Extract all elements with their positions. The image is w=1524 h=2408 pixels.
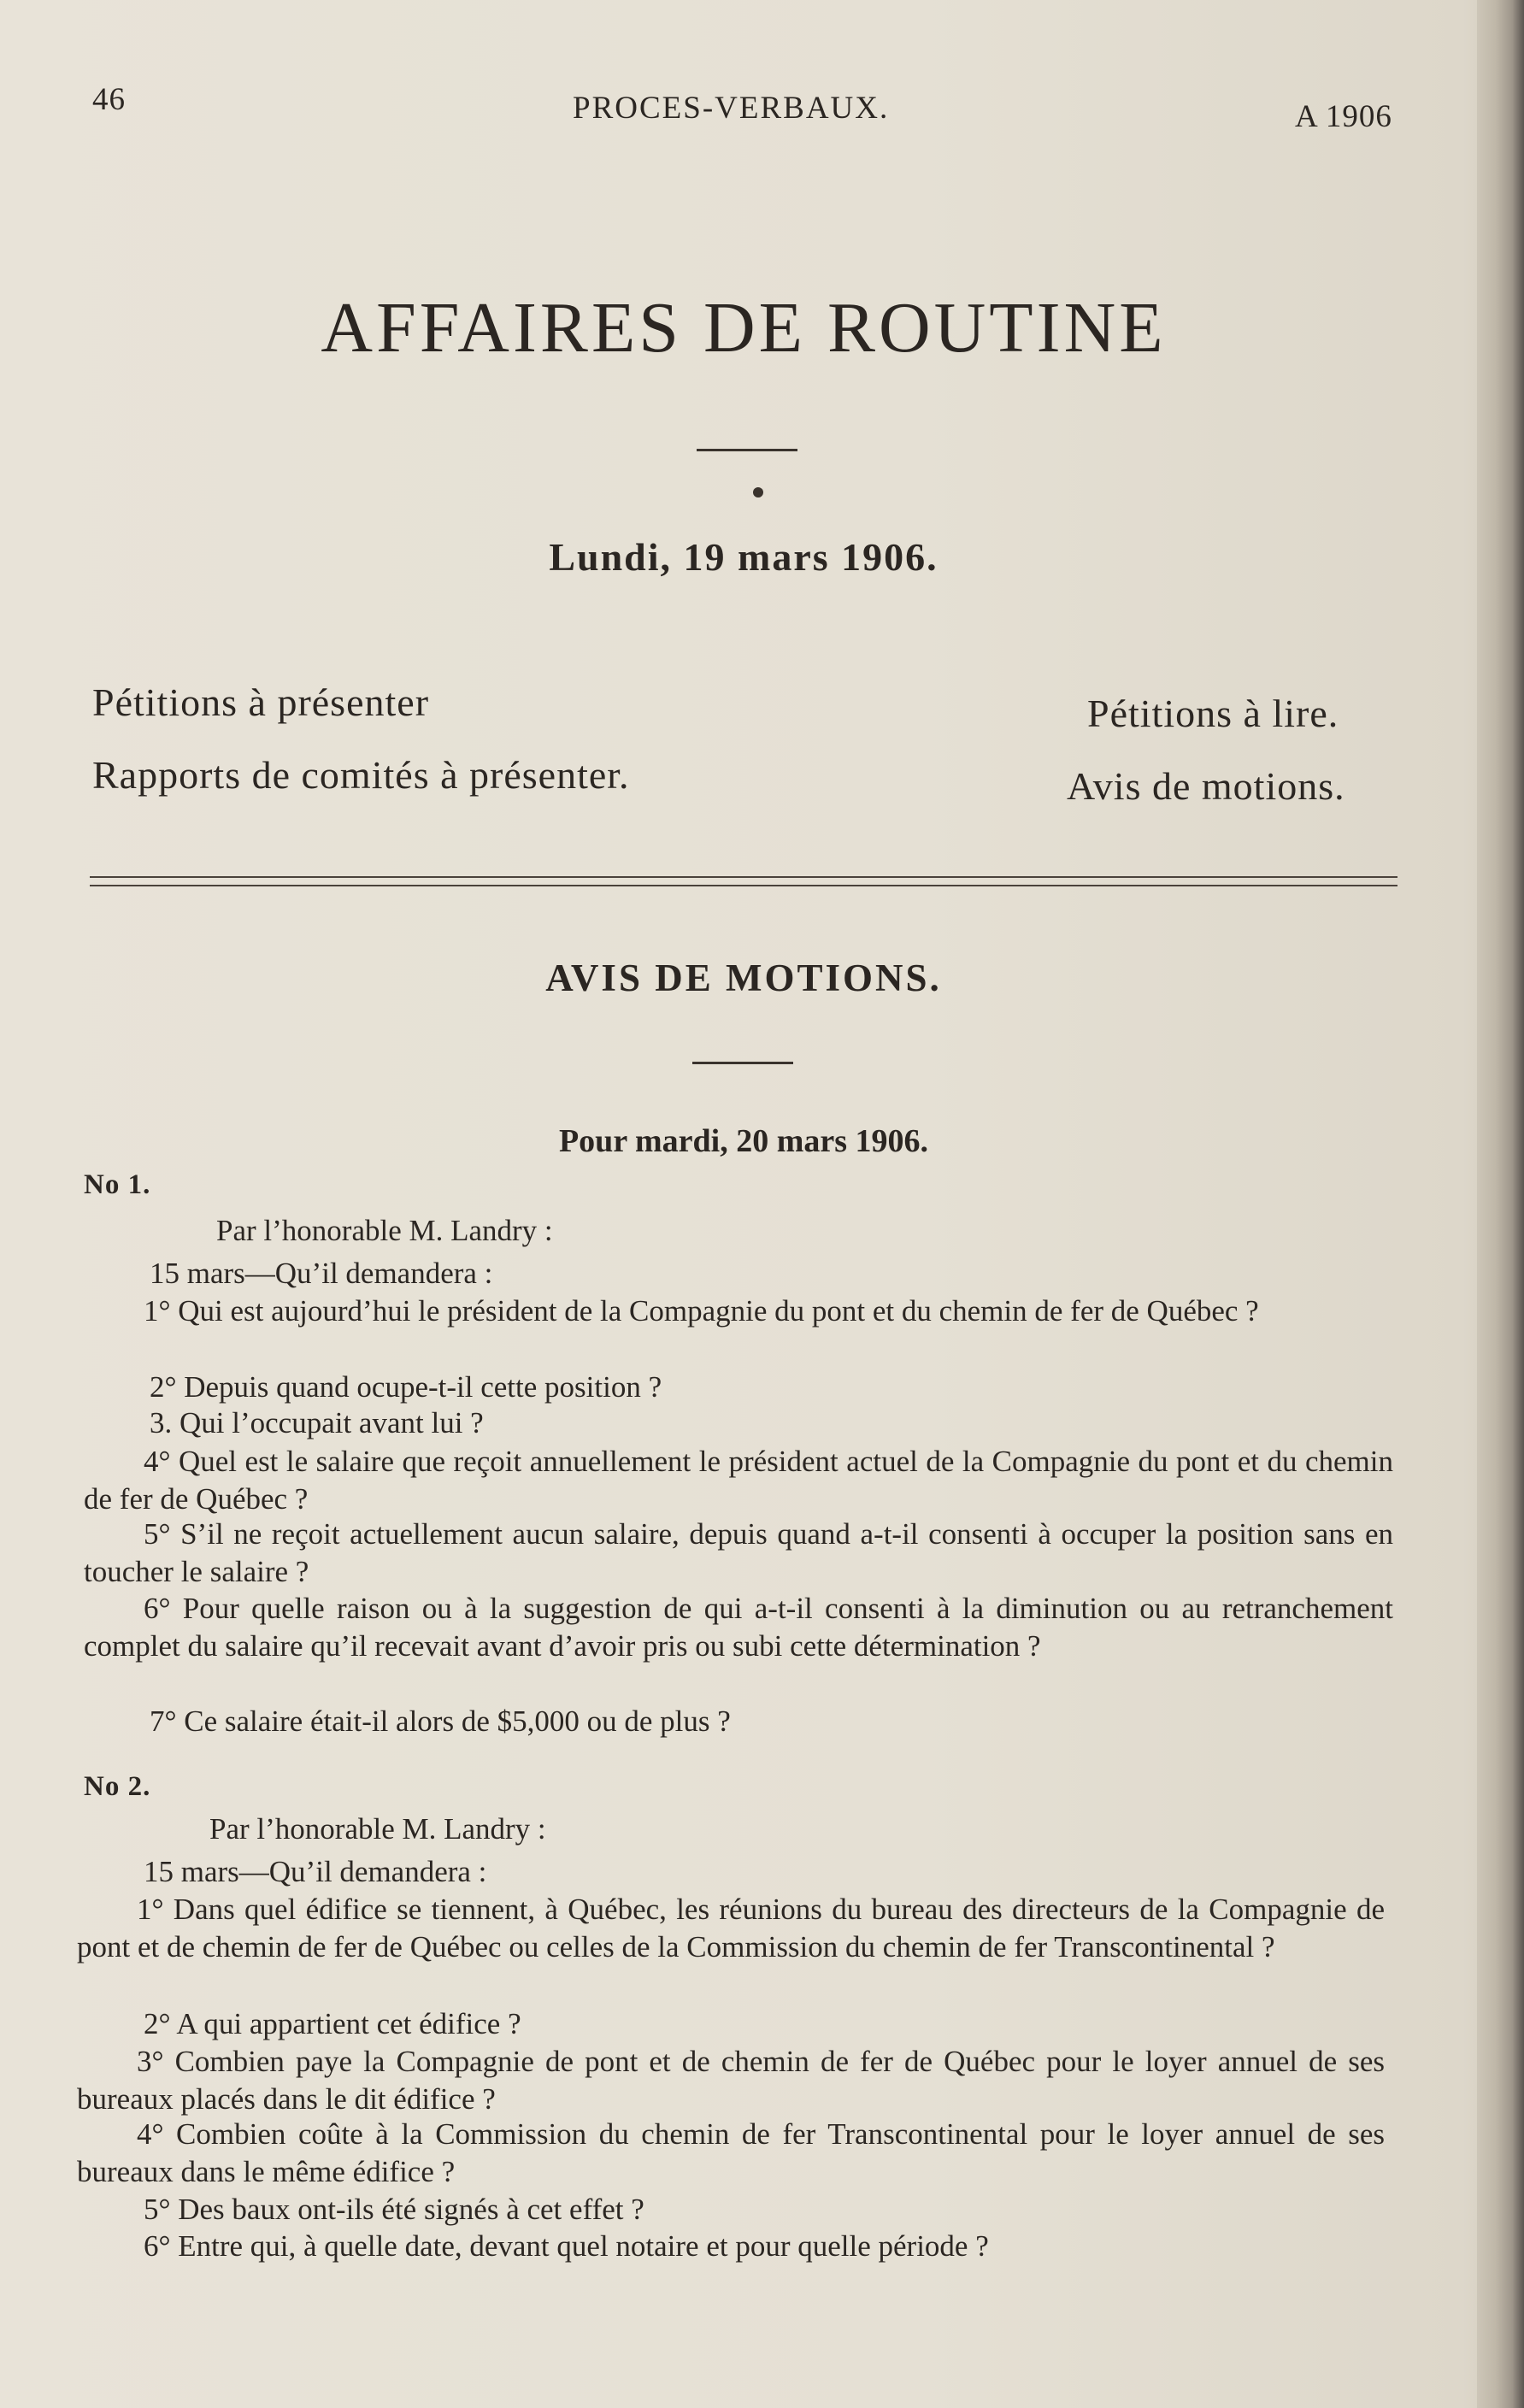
section-title: AVIS DE MOTIONS. — [545, 957, 942, 999]
question-paragraph: 4° Combien coûte à la Commission du chemin de fer Transcontinental pour le loyer annuel de ses bureaux dans le même édifice ? — [77, 2117, 1385, 2188]
for-date: Pour mardi, 20 mars 1906. — [558, 1123, 929, 1159]
question-line: 7° Ce salaire était-il alors de $5,000 ou de plus ? — [150, 1704, 731, 1738]
page-number: 46 — [92, 82, 126, 117]
question-line: 2° Depuis quand ocupe-t-il cette position ? — [150, 1370, 662, 1404]
notice-intro: 15 mars—Qu’il demandera : — [150, 1257, 493, 1290]
routine-notices-motions: Avis de motions. — [1067, 764, 1345, 808]
main-title: AFFAIRES DE ROUTINE — [321, 288, 1167, 368]
notice-intro: 15 mars—Qu’il demandera : — [144, 1855, 487, 1888]
routine-reports-present: Rapports de comités à présenter. — [92, 753, 630, 797]
session-date: Lundi, 19 mars 1906. — [549, 535, 939, 579]
question-line: 5° Des baux ont-ils été signés à cet effet ? — [144, 2193, 644, 2226]
question-paragraph: 1° Qui est aujourd’hui le président de la Compagnie du pont et du chemin de fer de Québec ? — [144, 1294, 1259, 1328]
running-head-title: PROCES-VERBAUX. — [573, 91, 890, 126]
section-divider — [90, 876, 1397, 886]
section-rule — [692, 1062, 793, 1064]
question-paragraph: 5° S’il ne reçoit actuellement aucun salaire, depuis quand a-t-il consenti à occuper la position sans en toucher le salaire ? — [84, 1517, 1393, 1588]
notice-mover: Par l’honorable M. Landry : — [209, 1812, 546, 1846]
notice-number: No 2. — [84, 1771, 151, 1802]
question-paragraph: 4° Quel est le salaire que reçoit annuellement le président actuel de la Compagnie du pont et du chemin de fer de Québec ? — [84, 1445, 1393, 1516]
notice-mover: Par l’honorable M. Landry : — [216, 1214, 553, 1247]
question-paragraph: 6° Pour quelle raison ou à la suggestion de qui a-t-il consenti à la diminution ou au retranchement complet du salaire qu’il recevait avant d’avoir pris ou subi cette détermination ? — [84, 1592, 1393, 1663]
ornament-dot — [753, 487, 763, 497]
routine-petitions-present: Pétitions à présenter — [92, 680, 430, 724]
routine-petitions-read: Pétitions à lire. — [1087, 692, 1339, 735]
question-line: 2° A qui appartient cet édifice ? — [144, 2007, 521, 2040]
question-paragraph: 1° Dans quel édifice se tiennent, à Québec, les réunions du bureau des directeurs de la Compagnie de pont et de chemin de fer de Québec ou celles de la Commission du chemin de fer Transcontinental ? — [77, 1893, 1385, 1963]
running-head-year: A 1906 — [1295, 99, 1392, 134]
question-paragraph: 3° Combien paye la Compagnie de pont et de chemin de fer de Québec pour le loyer annuel de ses bureaux placés dans le dit édifice ? — [77, 2045, 1385, 2116]
question-line: 6° Entre qui, à quelle date, devant quel notaire et pour quelle période ? — [144, 2229, 989, 2263]
title-rule — [697, 449, 797, 451]
question-line: 3. Qui l’occupait avant lui ? — [150, 1406, 484, 1440]
notice-number: No 1. — [84, 1169, 151, 1200]
